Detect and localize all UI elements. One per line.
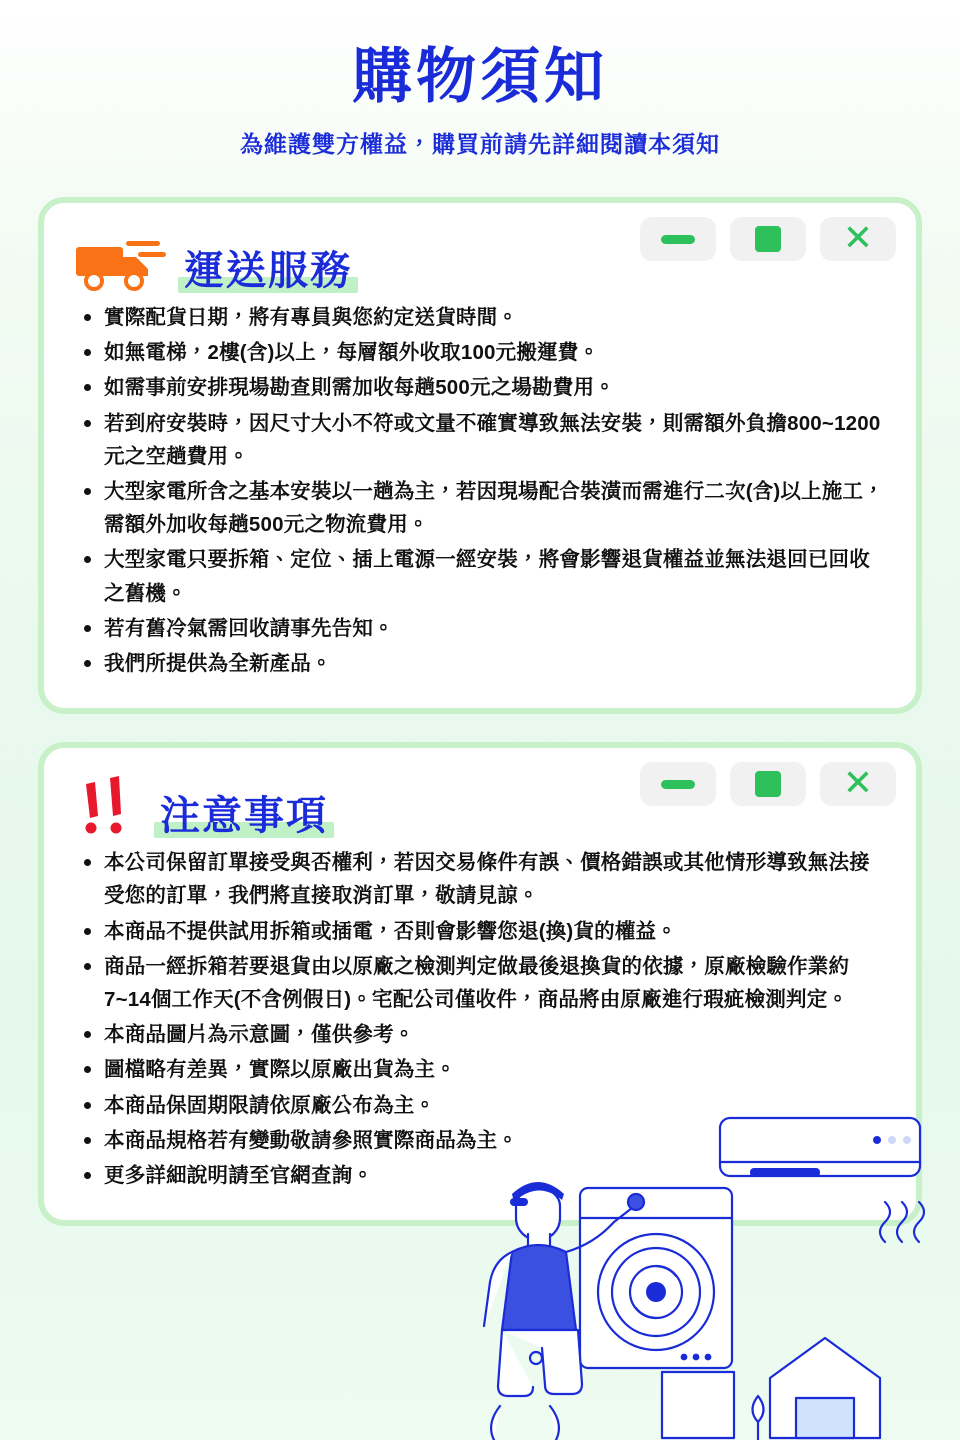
maximize-button[interactable] (730, 762, 806, 806)
list-item: 本商品規格若有變動敬請參照實際商品為主。 (104, 1124, 886, 1157)
close-button[interactable] (820, 762, 896, 806)
list-item: 如無電梯，2樓(含)以上，每層額外收取100元搬運費。 (104, 336, 886, 369)
list-item: 本公司保留訂單接受與否權利，若因交易條件有誤、價格錯誤或其他情形導致無法接受您的訂單，我們將直接取消訂單，敬請見諒。 (104, 846, 886, 912)
list-item: 大型家電只要拆箱、定位、插上電源一經安裝，將會影響退貨權益並無法退回已回收之舊機。 (104, 543, 886, 609)
list-item: 本商品不提供試用拆箱或插電，否則會影響您退(換)貨的權益。 (104, 915, 886, 948)
page-header (0, 0, 960, 159)
minimize-button[interactable] (640, 762, 716, 806)
close-button[interactable] (820, 217, 896, 261)
list-item: 如需事前安排現場勘查則需加收每趟500元之場勘費用。 (104, 371, 886, 404)
minimize-icon (661, 780, 695, 789)
card-title-notice: 注意事項 (154, 796, 334, 840)
window-controls-shipping (640, 217, 896, 261)
list-item: 若到府安裝時，因尺寸大小不符或文量不確實導致無法安裝，則需額外負擔800~1200元之空趟費用。 (104, 407, 886, 473)
truck-icon (76, 233, 172, 297)
card-important-notice (38, 742, 922, 1226)
close-icon: ✕ (842, 218, 874, 259)
list-item: 大型家電所含之基本安裝以一趟為主，若因現場配合裝潢而需進行二次(含)以上施工，需額外加收每趟500元之物流費用。 (104, 475, 886, 541)
card-title-shipping: 運送服務 (178, 251, 358, 295)
minimize-button[interactable] (640, 217, 716, 261)
maximize-icon (755, 226, 781, 252)
list-item: 圖檔略有差異，實際以原廠出貨為主。 (104, 1053, 886, 1086)
card-shipping-service (38, 197, 922, 714)
page-title: 購物須知 (352, 43, 608, 110)
minimize-icon (661, 235, 695, 244)
window-controls-notice (640, 762, 896, 806)
list-item: 若有舊冷氣需回收請事先告知。 (104, 612, 886, 645)
list-item: 商品一經拆箱若要退貨由以原廠之檢測判定做最後退換貨的依據，原廠檢驗作業約7~14個工作天(不含例假日)。宅配公司僅收件，商品將由原廠進行瑕疵檢測判定。 (104, 950, 886, 1016)
close-icon: ✕ (842, 763, 874, 805)
page-subtitle: 為維護雙方權益，購買前請先詳細閱讀本須知 (240, 131, 720, 157)
list-item: 更多詳細說明請至官網查詢。 (104, 1159, 886, 1192)
list-item: 本商品圖片為示意圖，僅供參考。 (104, 1018, 886, 1051)
notice-notes-list (70, 846, 890, 1192)
list-item: 本商品保固期限請依原廠公布為主。 (104, 1089, 886, 1122)
list-item: 我們所提供為全新產品。 (104, 647, 886, 680)
maximize-icon (755, 771, 781, 797)
maximize-button[interactable] (730, 217, 806, 261)
list-item: 實際配貨日期，將有專員與您約定送貨時間。 (104, 301, 886, 334)
exclamation-icon (76, 776, 148, 842)
shipping-notes-list (70, 301, 890, 680)
